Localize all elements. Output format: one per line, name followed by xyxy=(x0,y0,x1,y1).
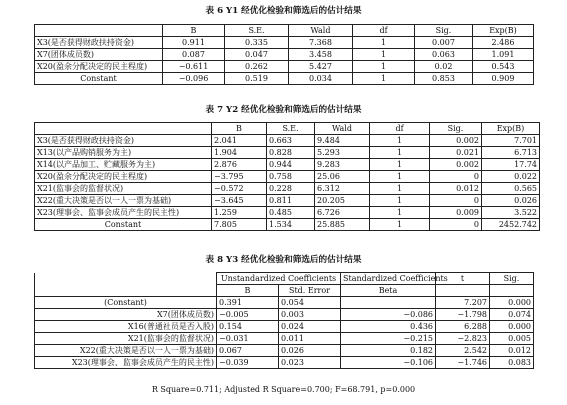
value-cell: 0.519 xyxy=(225,73,289,85)
table6-header-cell: S.E. xyxy=(225,25,289,37)
value-cell: −3.795 xyxy=(212,171,267,183)
value-cell: 1 xyxy=(370,195,430,207)
table7-header-row xyxy=(35,123,540,135)
table7-header-cell: Exp(B) xyxy=(482,123,540,135)
value-cell: −0.572 xyxy=(212,183,267,195)
table6-header-cell: Wald xyxy=(289,25,353,37)
table7-caption: 表 7 Y2 经优化检验和筛选后的估计结果 xyxy=(205,105,362,115)
value-cell: 2.486 xyxy=(473,37,534,49)
table8-subheader-row xyxy=(35,285,534,297)
variable-cell: X22(重大决策是否以一人一票为基础) xyxy=(35,195,212,207)
table8-subheader-cell: B xyxy=(217,285,279,297)
table-row xyxy=(35,219,540,231)
value-cell: 0.003 xyxy=(279,309,341,321)
value-cell: 7.207 xyxy=(436,297,490,309)
value-cell: 25.885 xyxy=(315,219,370,231)
value-cell: 0.000 xyxy=(490,297,534,309)
value-cell: 17.74 xyxy=(482,159,540,171)
table8-header-cell xyxy=(436,285,490,297)
value-cell: 0.182 xyxy=(341,345,436,357)
variable-cell: X3(是否获得财政扶持资金) xyxy=(35,135,212,147)
value-cell: 0.087 xyxy=(163,49,225,61)
value-cell: 0.047 xyxy=(225,49,289,61)
value-cell: 0.022 xyxy=(482,171,540,183)
value-cell: 0.067 xyxy=(217,345,279,357)
value-cell: 0.911 xyxy=(163,37,225,49)
value-cell: −1.798 xyxy=(436,309,490,321)
table-row xyxy=(35,61,534,73)
table7-header-cell: Wald xyxy=(315,123,370,135)
value-cell: −3.645 xyxy=(212,195,267,207)
value-cell: 0.000 xyxy=(490,321,534,333)
value-cell: 0.011 xyxy=(279,333,341,345)
value-cell: 0.565 xyxy=(482,183,540,195)
table6 xyxy=(34,24,534,85)
value-cell: 6.713 xyxy=(482,147,540,159)
value-cell: 0.154 xyxy=(217,321,279,333)
table7-header-cell: Sig. xyxy=(430,123,482,135)
table-row xyxy=(35,297,534,309)
value-cell xyxy=(341,297,436,309)
value-cell: 1 xyxy=(353,61,415,73)
table-row xyxy=(35,171,540,183)
value-cell: 1 xyxy=(353,37,415,49)
value-cell: 0.034 xyxy=(289,73,353,85)
value-cell: 0.007 xyxy=(415,37,473,49)
value-cell: 0.012 xyxy=(490,345,534,357)
table8-header-cell: Sig. xyxy=(490,273,534,285)
variable-cell: X21(监事会的监督状况) xyxy=(35,333,217,345)
value-cell: 3.458 xyxy=(289,49,353,61)
value-cell: 0.02 xyxy=(415,61,473,73)
variable-cell: Constant xyxy=(35,73,163,85)
value-cell: 25.06 xyxy=(315,171,370,183)
table-row xyxy=(35,345,534,357)
value-cell: 0.024 xyxy=(279,321,341,333)
table-row xyxy=(35,135,540,147)
value-cell: 0.054 xyxy=(279,297,341,309)
variable-cell: X22(重大决策是否以一人一票为基础) xyxy=(35,345,217,357)
table8-header-cell: t xyxy=(436,273,490,285)
value-cell: −0.005 xyxy=(217,309,279,321)
value-cell: 0.026 xyxy=(279,345,341,357)
value-cell: 3.522 xyxy=(482,207,540,219)
value-cell: 0.021 xyxy=(430,147,482,159)
value-cell: 0.944 xyxy=(267,159,315,171)
value-cell: 0.026 xyxy=(482,195,540,207)
value-cell: 6.726 xyxy=(315,207,370,219)
table-row xyxy=(35,183,540,195)
table-row xyxy=(35,73,534,85)
value-cell: −0.611 xyxy=(163,61,225,73)
value-cell: 1 xyxy=(370,171,430,183)
variable-cell: (Constant) xyxy=(35,297,217,309)
value-cell: 0.009 xyxy=(430,207,482,219)
value-cell: 0.758 xyxy=(267,171,315,183)
table8-group-header: Unstandardized Coefficients xyxy=(217,273,341,285)
table-row xyxy=(35,321,534,333)
value-cell: 2.542 xyxy=(436,345,490,357)
value-cell: 9.283 xyxy=(315,159,370,171)
value-cell: 0.391 xyxy=(217,297,279,309)
table7-header-cell: B xyxy=(212,123,267,135)
table8-subheader-cell: Beta xyxy=(341,285,436,297)
value-cell: 0.002 xyxy=(430,159,482,171)
table8-subheader-cell: Std. Error xyxy=(279,285,341,297)
table8-footnote: R Square=0.711; Adjusted R Square=0.700; F=68.791, p=0.000 xyxy=(151,385,416,394)
value-cell: 0.262 xyxy=(225,61,289,73)
value-cell: −0.031 xyxy=(217,333,279,345)
table-row xyxy=(35,333,534,345)
table-row xyxy=(35,147,540,159)
value-cell: 1 xyxy=(370,207,430,219)
value-cell: 1 xyxy=(370,135,430,147)
value-cell: 0 xyxy=(430,219,482,231)
value-cell: 0.074 xyxy=(490,309,534,321)
table-row xyxy=(35,49,534,61)
value-cell: 2452.742 xyxy=(482,219,540,231)
table7 xyxy=(34,122,540,231)
value-cell: 1.904 xyxy=(212,147,267,159)
value-cell: 0.436 xyxy=(341,321,436,333)
value-cell: 1 xyxy=(370,147,430,159)
value-cell: 5.427 xyxy=(289,61,353,73)
variable-cell: X23(理事会、监事会成员产生的民主性) xyxy=(35,357,217,369)
value-cell: −2.823 xyxy=(436,333,490,345)
variable-cell: X23(理事会、监事会成员产生的民主性) xyxy=(35,207,212,219)
value-cell: 0.083 xyxy=(490,357,534,369)
table7-header-cell: S.E. xyxy=(267,123,315,135)
table8-caption: 表 8 Y3 经优化检验和筛选后的估计结果 xyxy=(205,255,362,265)
value-cell: −0.096 xyxy=(163,73,225,85)
value-cell: 2.876 xyxy=(212,159,267,171)
variable-cell: Constant xyxy=(35,219,212,231)
value-cell: −1.746 xyxy=(436,357,490,369)
value-cell: 2.041 xyxy=(212,135,267,147)
value-cell: −0.106 xyxy=(341,357,436,369)
value-cell: 0.485 xyxy=(267,207,315,219)
value-cell: −0.215 xyxy=(341,333,436,345)
value-cell: 1 xyxy=(370,183,430,195)
table-row xyxy=(35,309,534,321)
value-cell: 0.828 xyxy=(267,147,315,159)
value-cell: 0.909 xyxy=(473,73,534,85)
variable-cell: X20(盈余分配决定的民主程度) xyxy=(35,171,212,183)
value-cell: 7.805 xyxy=(212,219,267,231)
table7-header-cell: df xyxy=(370,123,430,135)
table6-caption: 表 6 Y1 经优化检验和筛选后的估计结果 xyxy=(205,6,362,16)
value-cell: 0.002 xyxy=(430,135,482,147)
variable-cell: X16(普通社员是否入股) xyxy=(35,321,217,333)
value-cell: 0.853 xyxy=(415,73,473,85)
table6-header-cell: Sig. xyxy=(415,25,473,37)
value-cell: 9.484 xyxy=(315,135,370,147)
value-cell: 0 xyxy=(430,171,482,183)
table6-header-row xyxy=(35,25,534,37)
value-cell: −0.039 xyxy=(217,357,279,369)
value-cell: 0.543 xyxy=(473,61,534,73)
table8 xyxy=(34,272,534,369)
value-cell: 7.701 xyxy=(482,135,540,147)
value-cell: 1 xyxy=(370,219,430,231)
table8-header-cell xyxy=(35,273,217,285)
variable-cell: X20(盈余分配决定的民主程度) xyxy=(35,61,163,73)
value-cell: 6.288 xyxy=(436,321,490,333)
table7-header-cell xyxy=(35,123,212,135)
table-row xyxy=(35,37,534,49)
table-row xyxy=(35,159,540,171)
variable-cell: X14(以产品加工、贮藏服务为主) xyxy=(35,159,212,171)
value-cell: 20.205 xyxy=(315,195,370,207)
variable-cell: X21(监事会的监督状况) xyxy=(35,183,212,195)
value-cell: 0.335 xyxy=(225,37,289,49)
value-cell: 1 xyxy=(370,159,430,171)
table6-header-cell: B xyxy=(163,25,225,37)
table6-header-cell: df xyxy=(353,25,415,37)
value-cell: 0.023 xyxy=(279,357,341,369)
table-row xyxy=(35,195,540,207)
table8-group-header: Standardized Coefficients xyxy=(341,273,436,285)
table8-header-cell xyxy=(490,285,534,297)
variable-cell: X7(团体成员数) xyxy=(35,49,163,61)
value-cell: 0.005 xyxy=(490,333,534,345)
variable-cell: X13(以产品购销服务为主) xyxy=(35,147,212,159)
value-cell: 1.091 xyxy=(473,49,534,61)
value-cell: 0.811 xyxy=(267,195,315,207)
value-cell: 7.368 xyxy=(289,37,353,49)
value-cell: 6.312 xyxy=(315,183,370,195)
value-cell: 0.063 xyxy=(415,49,473,61)
variable-cell: X7(团体成员数) xyxy=(35,309,217,321)
value-cell: 1 xyxy=(353,73,415,85)
value-cell: 1.534 xyxy=(267,219,315,231)
value-cell: 1 xyxy=(353,49,415,61)
value-cell: 0.663 xyxy=(267,135,315,147)
value-cell: −0.086 xyxy=(341,309,436,321)
value-cell: 5.293 xyxy=(315,147,370,159)
value-cell: 0 xyxy=(430,195,482,207)
table6-header-cell xyxy=(35,25,163,37)
table-row xyxy=(35,357,534,369)
table-row xyxy=(35,207,540,219)
value-cell: 0.228 xyxy=(267,183,315,195)
table6-header-cell: Exp(B) xyxy=(473,25,534,37)
value-cell: 1.259 xyxy=(212,207,267,219)
table8-header-row xyxy=(35,273,534,285)
value-cell: 0.012 xyxy=(430,183,482,195)
variable-cell: X3(是否获得财政扶持资金) xyxy=(35,37,163,49)
table8-header-cell xyxy=(35,285,217,297)
